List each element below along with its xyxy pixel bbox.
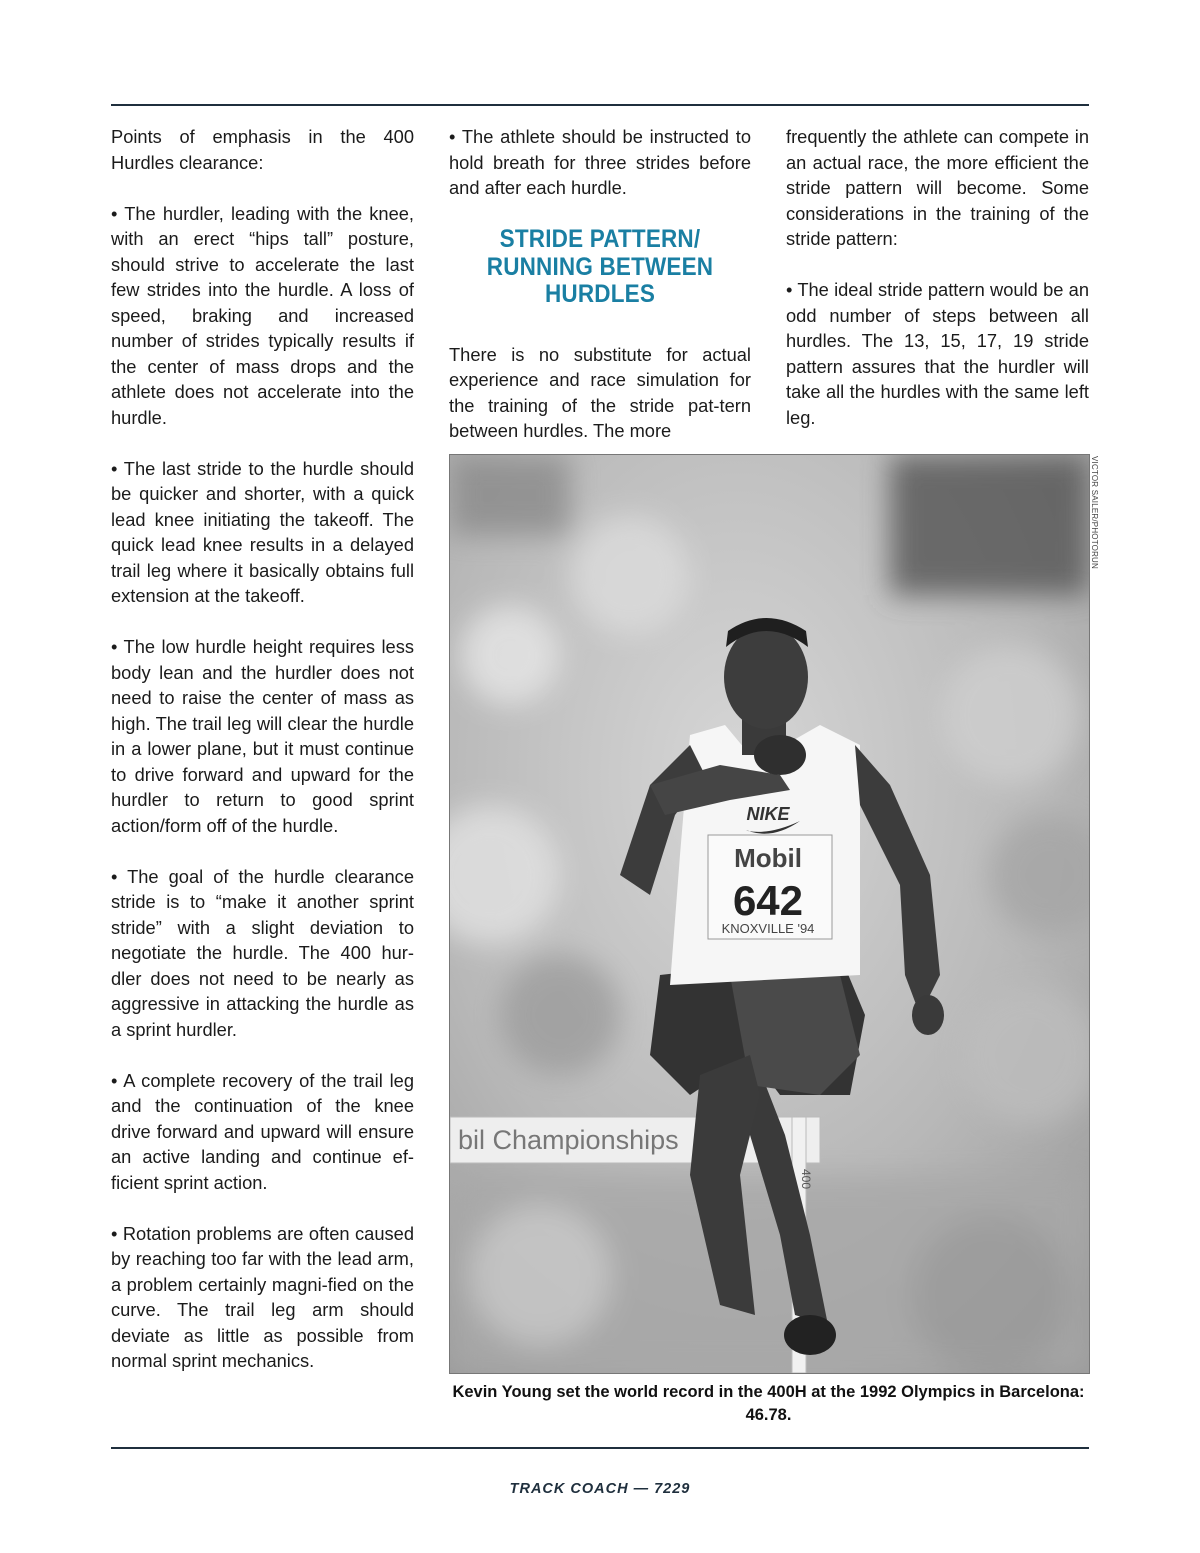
bottom-rule	[111, 1447, 1089, 1449]
page-footer: TRACK COACH — 7229	[509, 1481, 691, 1497]
text-column-2	[449, 124, 751, 469]
hurdler-photo	[449, 454, 1090, 1374]
singlet-brand: NIKE	[746, 804, 790, 824]
paragraph: • The goal of the hurdle clearance stride is to “make it another sprint stride” with a slight deviation to negotiate the hurdle. The 400 hur-dler does not need to be nearly as aggressive in attacking the hurdle as a sprint hurdler.	[111, 865, 414, 1040]
section-heading	[464, 226, 736, 309]
photo-illustration	[450, 455, 1089, 1373]
heading-line: RUNNING BETWEEN	[486, 252, 714, 281]
photo-caption: Kevin Young set the world record in the 400H at the 1992 Olympics in Barcelona: 46.78.	[452, 1383, 1085, 1424]
top-rule	[111, 104, 1089, 106]
paragraph: • The low hurdle height requires less body lean and the hurdler does not need to raise the center of mass as high. The trail leg will clear the hurdle in a lower plane, but it must continue to drive forward and upward for the hurdler to return to good sprint action/form off of the hurdle.	[111, 636, 414, 836]
photo-credit: VICTOR SAILER/PHOTORUN	[1090, 456, 1099, 570]
paragraph: • The last stride to the hurdle should be quicker and shorter, with a quick lead knee initiating the takeoff. The quick lead knee results in a delayed trail leg where it basically obtains full extension at the takeoff.	[111, 457, 414, 606]
text-column-3	[786, 124, 1089, 456]
paragraph: frequently the athlete can compete in an actual race, the more efficient the stride pattern will become. Some considerations in the training of the stride pattern:	[786, 126, 1089, 249]
heading-line: HURDLES	[544, 280, 656, 308]
paragraph: • The athlete should be instructed to hold breath for three strides before and after each hurdle.	[449, 126, 751, 198]
paragraph: • The ideal stride pattern would be an odd number of steps between all hurdles. The 13, 15, 17, 19 stride pattern assures that the hurdler will take all the hurdles with the same left leg.	[786, 279, 1089, 428]
paragraph: • The hurdler, leading with the knee, with an erect “hips tall” posture, should strive to accelerate the last few strides into the hurdle. A loss of speed, braking and increased number of strides typically results if the center of mass drops and the athlete does not accelerate into the hurdle.	[111, 202, 414, 428]
paragraph: There is no substitute for actual experience and race simulation for the training of the stride pat-tern between hurdles. The more	[449, 343, 751, 441]
paragraph: Points of emphasis in the 400 Hurdles clearance:	[111, 126, 414, 173]
paragraph: • Rotation problems are often caused by reaching too far with the lead arm, a problem certainly magni-fied on the curve. The trail leg arm should deviate as little as possible from normal sprint mechanics.	[111, 1222, 414, 1371]
hurdle-post-text: 400	[799, 1169, 813, 1190]
heading-line: STRIDE PATTERN/	[499, 225, 701, 253]
hurdle-banner-text: bil Championships	[458, 1125, 679, 1155]
text-column-1	[111, 124, 414, 1399]
bib-event: KNOXVILLE '94	[721, 921, 815, 936]
bib-number: 642	[732, 877, 804, 924]
bib-sponsor: Mobil	[734, 843, 802, 873]
paragraph: • A complete recovery of the trail leg and the continuation of the knee drive forward and upward will ensure an active landing and continue ef-ficient sprint action.	[111, 1069, 414, 1193]
